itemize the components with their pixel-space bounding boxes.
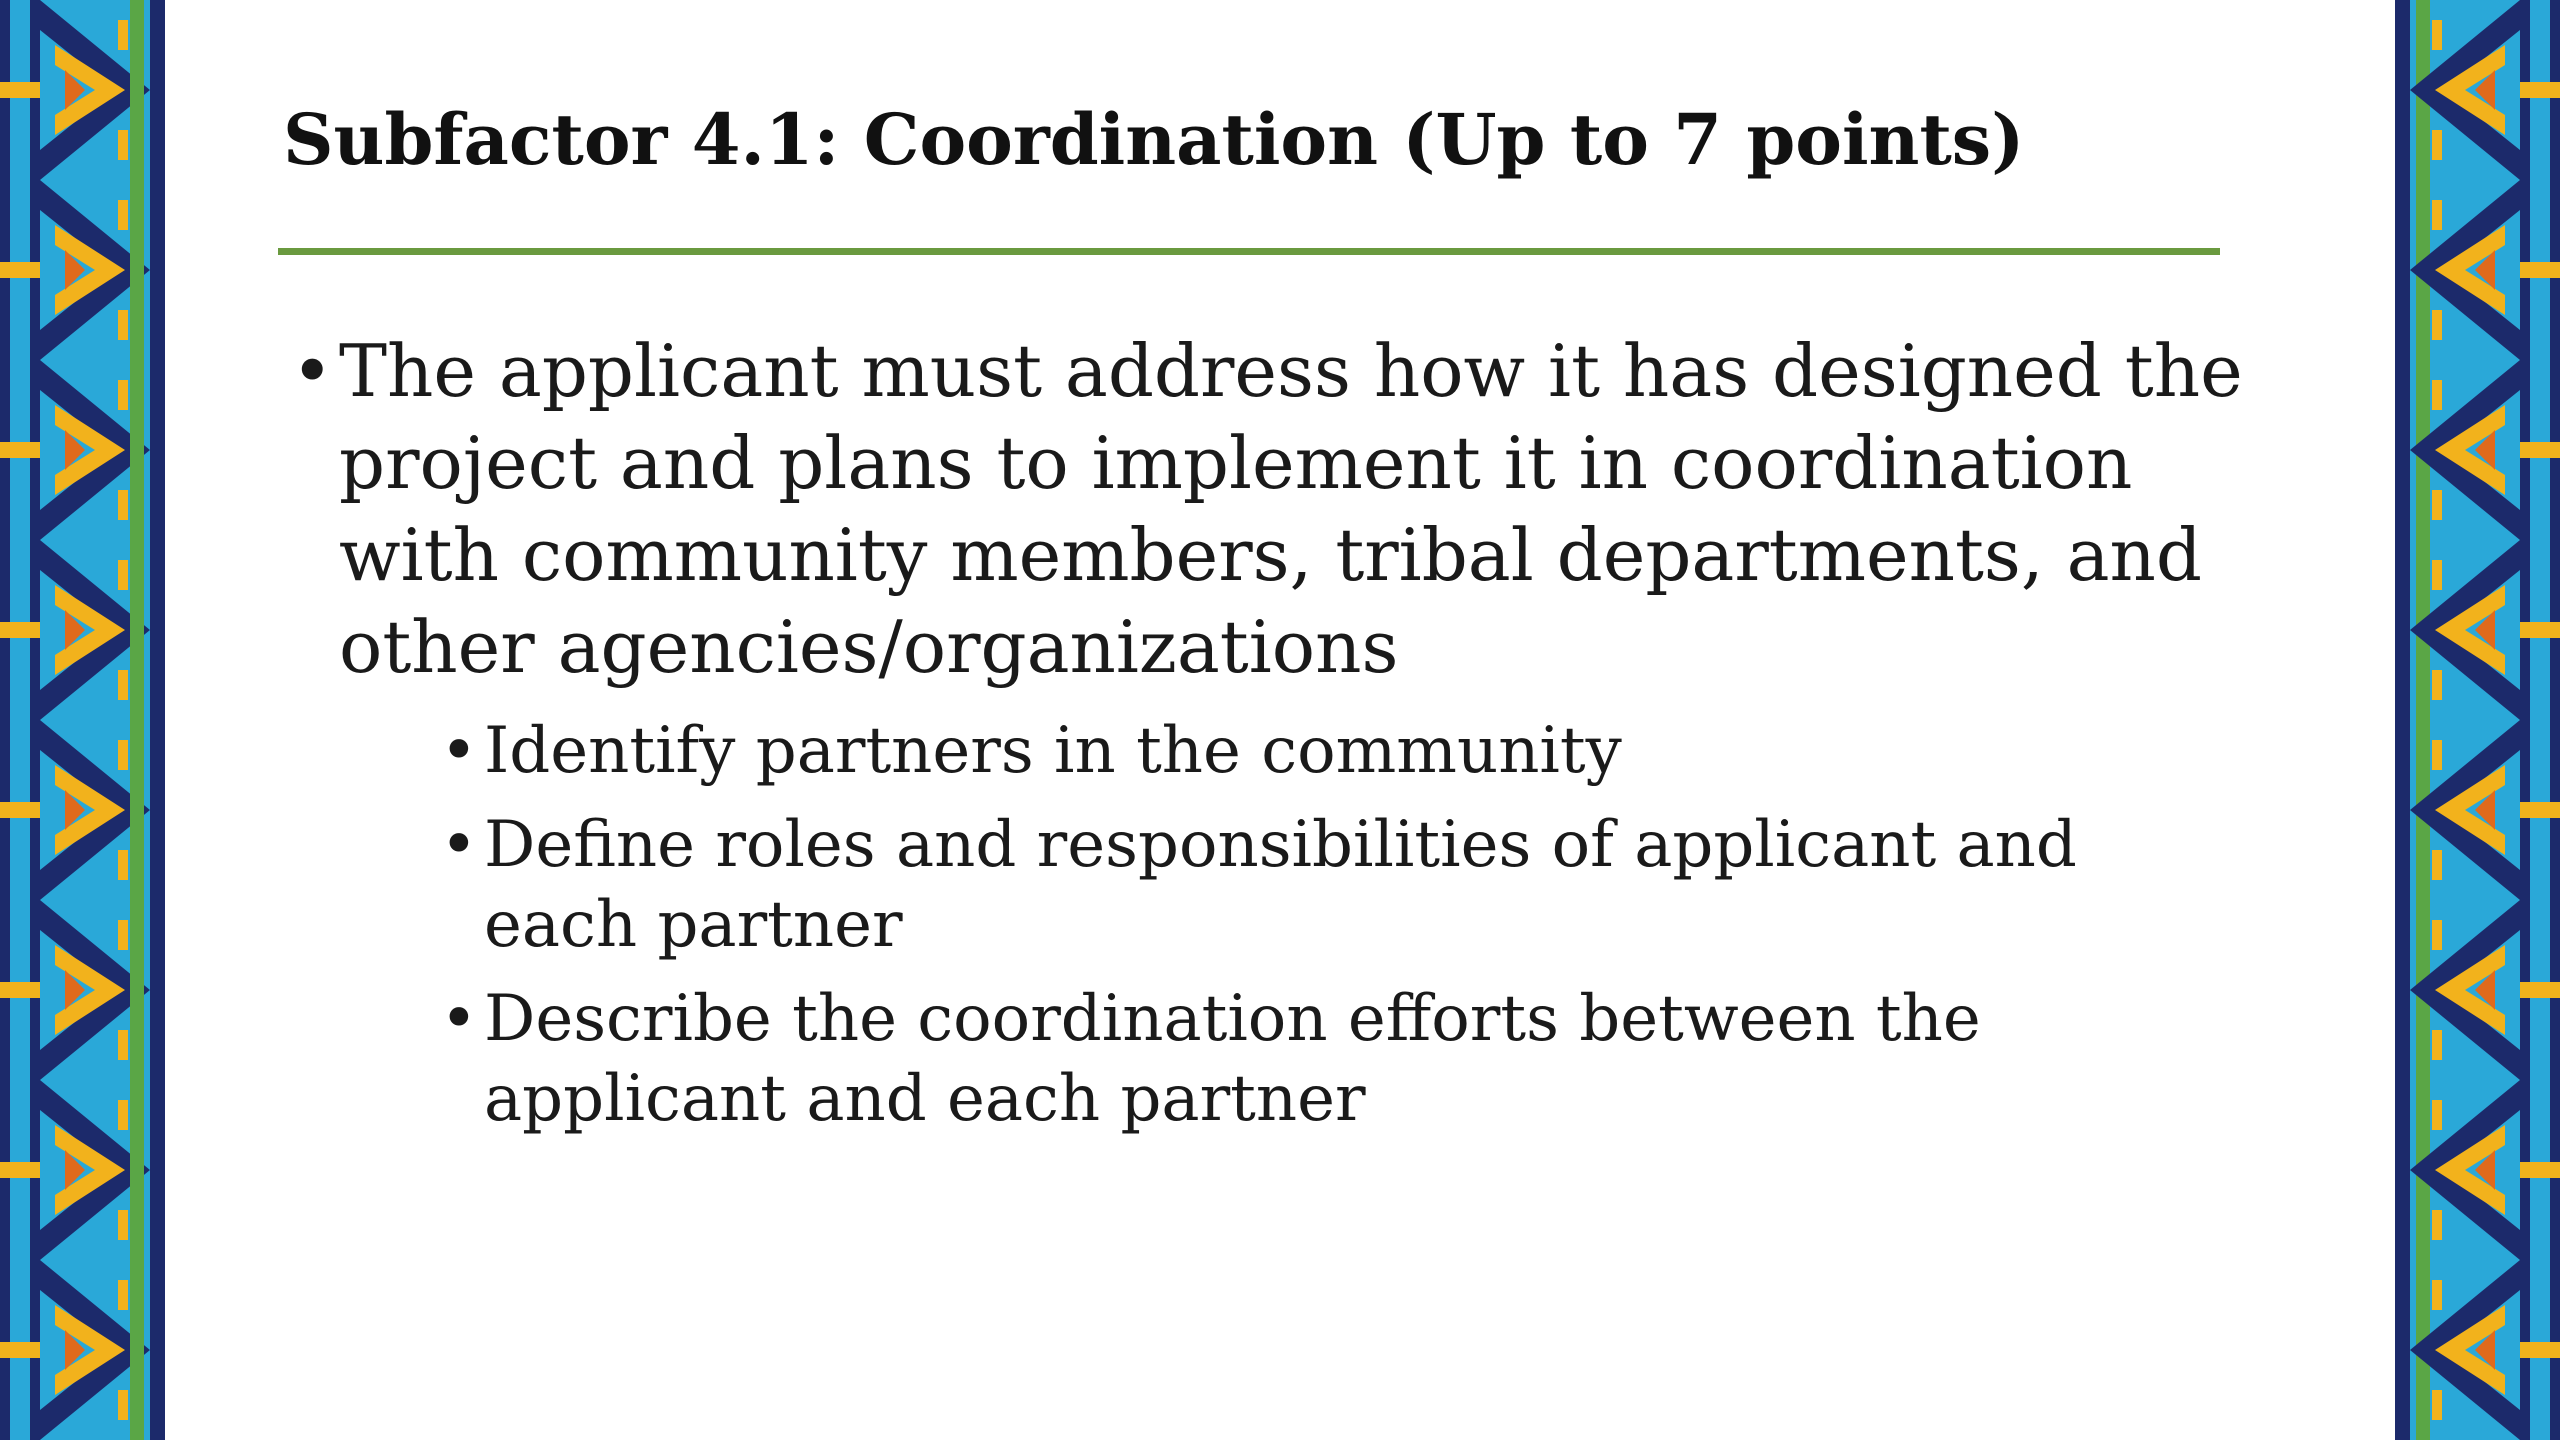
slide-title: Subfactor 4.1: Coordination (Up to 7 points) (283, 98, 2025, 181)
sub-bullet-define-roles: • Define roles and responsibilities of applicant and each partner (436, 805, 2244, 965)
main-bullet: • The applicant must address how it has designed the project and plans to implement it in coordination with community members, tribal departments, and other agencies/organizations (283, 325, 2243, 693)
sub-bullet-identify-partners: • Identify partners in the community (436, 711, 2244, 791)
title-divider (278, 248, 2220, 255)
left-decorative-border (0, 0, 165, 1440)
right-decorative-border (2395, 0, 2560, 1440)
slide-body (283, 325, 2243, 1139)
sub-bullet-coordination-efforts: • Describe the coordination efforts between the applicant and each partner (436, 979, 2244, 1139)
